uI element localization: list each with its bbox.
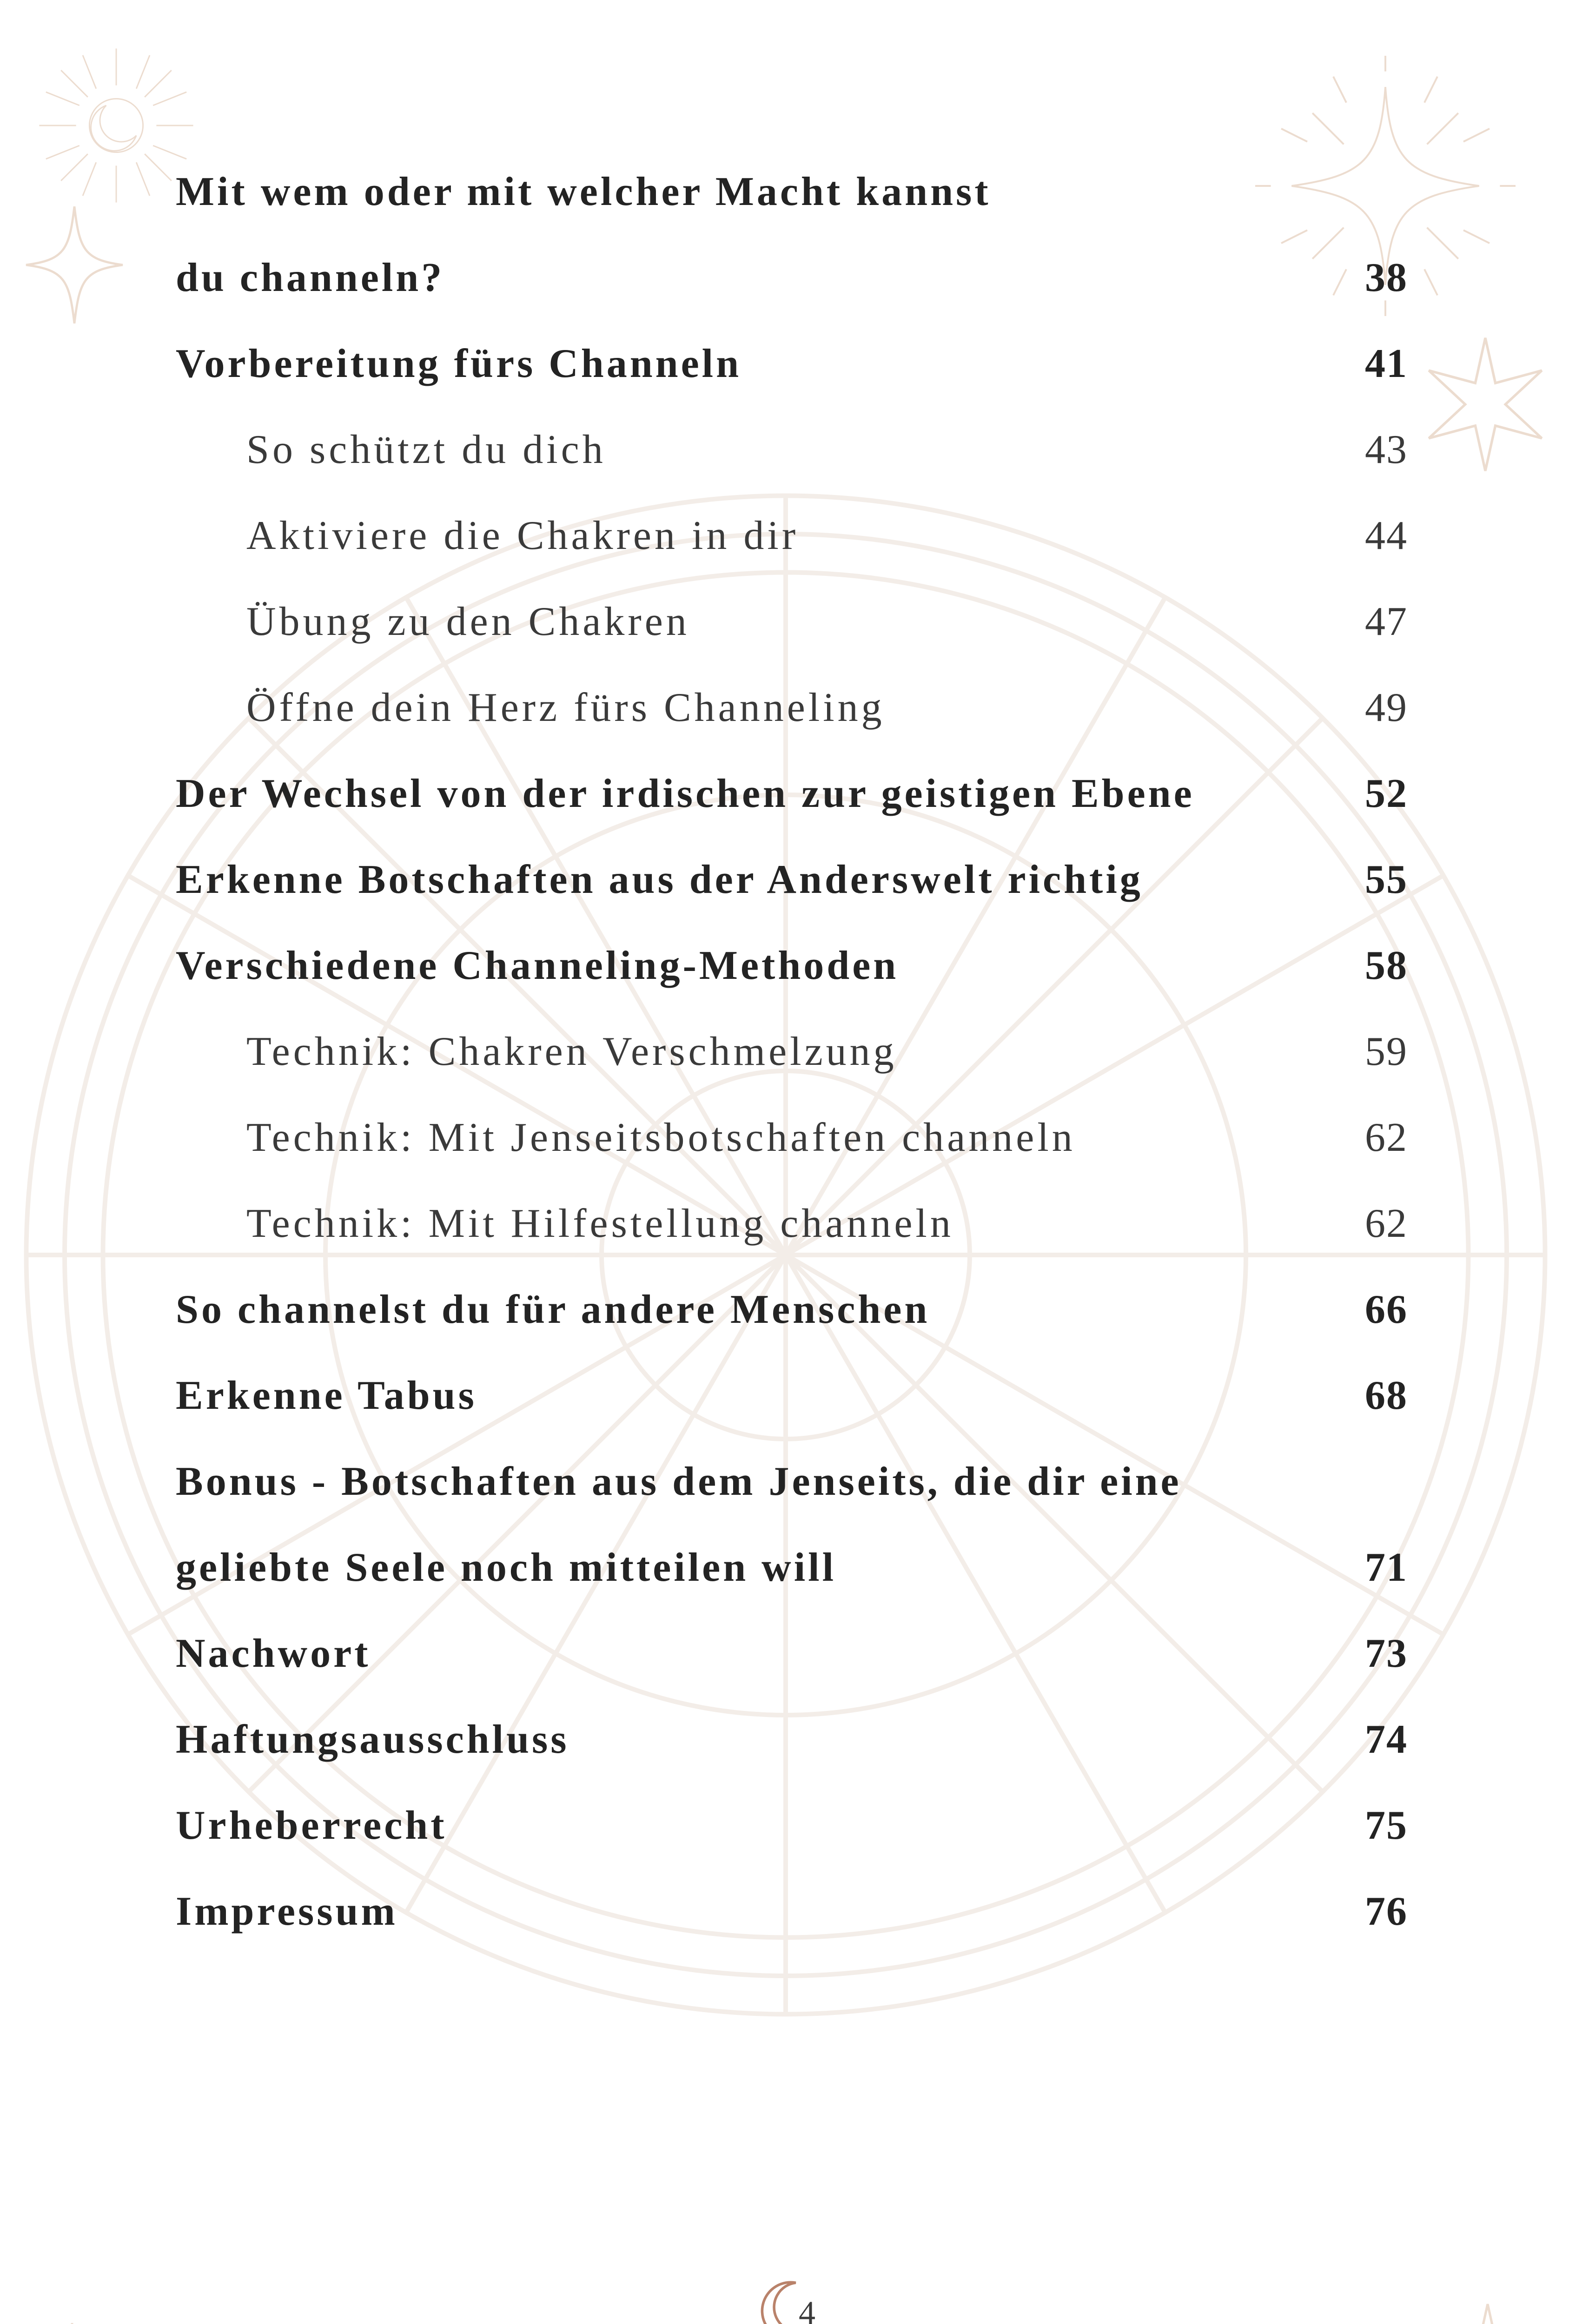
toc-entry-page: 71 bbox=[1365, 1545, 1408, 1590]
toc-entry-title: Verschiedene Channeling-Methoden bbox=[176, 943, 899, 988]
toc-entry-title: Technik: Mit Hilfestellung channeln bbox=[246, 1201, 954, 1246]
toc-entry-page: 66 bbox=[1365, 1287, 1408, 1332]
toc-entry-page: 62 bbox=[1365, 1115, 1408, 1160]
toc-subentry[interactable] bbox=[176, 1181, 1408, 1267]
toc-entry-page: 44 bbox=[1365, 513, 1408, 558]
toc-entry[interactable] bbox=[176, 751, 1408, 837]
toc-entry-title: Haftungsausschluss bbox=[176, 1717, 569, 1762]
toc-entry[interactable] bbox=[176, 1267, 1408, 1353]
toc-entry[interactable] bbox=[176, 923, 1408, 1009]
toc-entry-page: 47 bbox=[1365, 599, 1408, 644]
toc-subentry[interactable] bbox=[176, 1095, 1408, 1181]
eight-point-star-icon bbox=[1423, 335, 1548, 474]
toc-entry[interactable] bbox=[176, 1353, 1408, 1439]
toc-subentry[interactable] bbox=[176, 579, 1408, 665]
toc-entry[interactable] bbox=[176, 235, 1408, 321]
toc-entry-title: Urheberrecht bbox=[176, 1803, 447, 1848]
table-of-contents bbox=[176, 149, 1408, 1954]
toc-entry-page: 73 bbox=[1365, 1631, 1408, 1676]
toc-entry-title: Öffne dein Herz fürs Channeling bbox=[246, 685, 885, 730]
toc-entry[interactable] bbox=[176, 321, 1408, 407]
toc-entry[interactable] bbox=[176, 1868, 1408, 1954]
toc-entry-page: 59 bbox=[1365, 1029, 1408, 1074]
sparkle-star-icon bbox=[23, 2319, 121, 2324]
toc-entry-title: So schützt du dich bbox=[246, 427, 606, 472]
toc-entry-page: 75 bbox=[1365, 1803, 1408, 1848]
toc-entry-page: 41 bbox=[1365, 341, 1408, 386]
toc-entry-title: du channeln? bbox=[176, 255, 445, 300]
toc-entry-page: 58 bbox=[1365, 943, 1408, 988]
sun-icon bbox=[33, 42, 200, 209]
sparkle-star-icon bbox=[23, 205, 126, 325]
toc-entry-page: 76 bbox=[1365, 1889, 1408, 1934]
toc-entry-page: 55 bbox=[1365, 857, 1408, 902]
toc-entry-title: Impressum bbox=[176, 1889, 398, 1934]
toc-subentry[interactable] bbox=[176, 493, 1408, 579]
toc-entry-title: geliebte Seele noch mitteilen will bbox=[176, 1545, 837, 1590]
toc-entry[interactable] bbox=[176, 1439, 1408, 1525]
toc-entry[interactable] bbox=[176, 149, 1408, 235]
toc-entry-title: So channelst du für andere Menschen bbox=[176, 1287, 930, 1332]
toc-entry-title: Erkenne Botschaften aus der Anderswelt richtig bbox=[176, 857, 1143, 902]
toc-entry[interactable] bbox=[176, 837, 1408, 923]
toc-entry-page: 68 bbox=[1365, 1373, 1408, 1418]
eight-point-star-icon bbox=[1427, 2301, 1548, 2324]
toc-entry-page: 52 bbox=[1365, 771, 1408, 816]
toc-entry-title: Erkenne Tabus bbox=[176, 1373, 477, 1418]
toc-entry-title: Der Wechsel von der irdischen zur geistigen Ebene bbox=[176, 771, 1195, 816]
toc-entry-title: Vorbereitung fürs Channeln bbox=[176, 341, 742, 386]
toc-subentry[interactable] bbox=[176, 665, 1408, 751]
toc-entry-page: 43 bbox=[1365, 427, 1408, 472]
toc-entry-title: Mit wem oder mit welcher Macht kannst bbox=[176, 169, 991, 214]
toc-entry[interactable] bbox=[176, 1611, 1408, 1697]
page-number: 4 bbox=[799, 2294, 815, 2324]
toc-entry-title: Bonus - Botschaften aus dem Jenseits, die dir eine bbox=[176, 1459, 1182, 1504]
toc-entry-page: 49 bbox=[1365, 685, 1408, 730]
toc-entry-page: 38 bbox=[1365, 255, 1408, 300]
toc-entry-page: 62 bbox=[1365, 1201, 1408, 1246]
toc-entry-title: Nachwort bbox=[176, 1631, 371, 1676]
toc-entry-title: Technik: Chakren Verschmelzung bbox=[246, 1029, 897, 1074]
toc-entry-page: 74 bbox=[1365, 1717, 1408, 1762]
toc-entry[interactable] bbox=[176, 1697, 1408, 1783]
toc-entry[interactable] bbox=[176, 1783, 1408, 1868]
toc-entry[interactable] bbox=[176, 1525, 1408, 1611]
toc-subentry[interactable] bbox=[176, 1009, 1408, 1095]
toc-entry-title: Technik: Mit Jenseitsbotschaften channeln bbox=[246, 1115, 1076, 1160]
toc-entry-title: Übung zu den Chakren bbox=[246, 599, 690, 644]
toc-subentry[interactable] bbox=[176, 407, 1408, 493]
toc-entry-title: Aktiviere die Chakren in dir bbox=[246, 513, 799, 558]
